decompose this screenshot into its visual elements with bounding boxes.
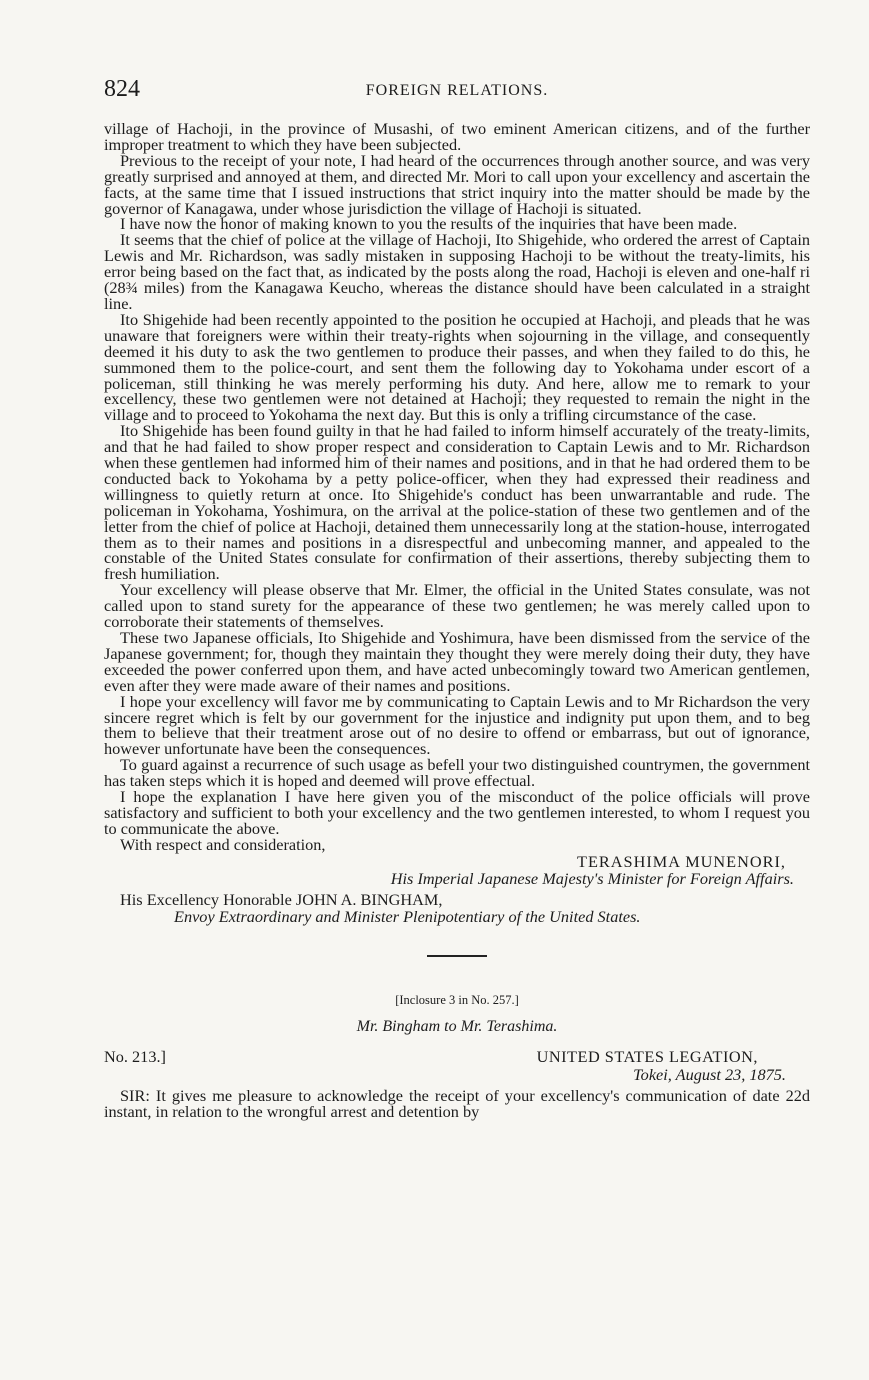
final-paragraph [104,1088,810,1120]
paragraph: To guard against a recurrence of such usage as befell your two distinguished countrymen, the government has taken steps which it is hoped and deemed will prove effectual. [104,755,810,791]
page-number: 824 [104,76,140,102]
paragraph: It seems that the chief of police at the village of Hachoji, Ito Shigehide, who ordered the arrest of Captain Lewis and Mr. Richardson, was sadly mistaken in supposing Hachoji to be without the treaty-limits, his error being based on the fact that, as indicated by the posts along the road, Hachoji is eleven and one-half ri (28¾ miles) from the Kanagawa Keucho, whereas the distance should have been calculated in a straight line. [104,230,810,313]
paragraph: I hope your excellency will favor me by communicating to Captain Lewis and to Mr Richardson the very sincere regret which is felt by our government for the injustice and indignity put upon them, and to beg them to believe that their treatment arose out of no desire to offend or embarrass, but out of ignorance, however unfortunate have been the consequences. [104,691,810,759]
addressee-line: His Excellency Honorable JOHN A. BINGHAM, [120,889,443,909]
letter-header-row [104,1046,810,1067]
paragraph: Ito Shigehide has been found guilty in that he had failed to inform himself accurately of the treaty-limits, and that he had failed to show proper respect and consideration to Captain Lewis and to Mr. Richardson when these gentlemen had informed him of their names and positions, and in that he had ordered them to be conducted back to Yokohama by a petty police-officer, when they had expressed their readiness and willingness to quietly return at once. Ito Shigehide's conduct has been unwarrantable and rude. The policeman in Yokohama, Yoshimura, on the arrival at the police-station of these two gentlemen and of the letter from the chief of police at Hachoji, detained them unnecessarily long at the station-house, interrogated them as to their names and positions in a disrespectful and unbecoming manner, and appealed to the constable of the United States consulate for confirmation of their assertions, thereby subjecting them to fresh humiliation. [104,421,810,584]
closing-line: With respect and consideration, [120,834,326,854]
date-line: Tokei, August 23, 1875. [633,1064,786,1084]
paragraph: These two Japanese officials, Ito Shigehide and Yoshimura, have been dismissed from the service of the Japanese government; for, though they maintain they thought they were merely doing their duty, they have exceeded the power conferred upon them, and have acted unbecomingly toward two American gentlemen, even after they were made aware of their names and positions. [104,628,810,695]
paragraph: Previous to the receipt of your note, I had heard of the occurrences through another source, and was very greatly surprised and annoyed at them, and directed Mr. Mori to call upon your excellency and ascertain the facts, at the same time that I issued instructions that strict inquiry into the matter should be made by the governor of Kanagawa, under whose jurisdiction the village of Hachoji is situated. [104,150,810,218]
paragraph: I have now the honor of making known to you the results of the inquiries that have been made. [120,214,738,234]
paragraph: I hope the explanation I have here given you of the misconduct of the police officials will prove satisfactory and sufficient to both your excellency and the two gentlemen interested, to whom I request you to communicate the above. [104,787,810,838]
inclosure-heading: [Inclosure 3 in No. 257.] [395,992,519,1007]
running-head: FOREIGN RELATIONS. [365,82,549,99]
signature-title: His Imperial Japanese Majesty's Minister for Foreign Affairs. [390,868,794,888]
letter-number: No. 213.] [104,1046,166,1066]
page-header [104,76,810,106]
legation-name: UNITED STATES LEGATION, [536,1046,758,1066]
final-paragraph-text: It gives me pleasure to acknowledge the receipt of your excellency's communication of date 22d instant, in relation to the wrongful arrest and detention by [104,1086,810,1122]
signature-block [104,853,810,925]
signature-name: TERASHIMA MUNENORI, [577,851,786,871]
paragraph: Ito Shigehide had been recently appointed to the position he occupied at Hachoji, and pleads that he was unaware that foreigners were within their treaty-rights when sojourning in the village, and consequently deemed it his duty to ask the two gentlemen to produce their passes, and when they failed to do this, he summoned them to the police-court, and sent them the following day to Yokohama under escort of a policeman, still thinking he was merely performing his duty. And here, allow me to remark to your excellency, these two gentlemen were not detained at Hachoji; they requested to remain the night in the village and to proceed to Yokohama the next day. But this is only a trifling circumstance of the case. [104,309,810,425]
paragraph: village of Hachoji, in the province of Musashi, of two eminent American citizens, and of the further improper treatment to which they have been subjected. [104,119,810,154]
salutation: SIR: [120,1086,150,1106]
letter-title: Mr. Bingham to Mr. Terashima. [356,1017,558,1035]
addressee-title: Envoy Extraordinary and Minister Plenipotentiary of the United States. [174,906,641,926]
paragraph: Your excellency will please observe that Mr. Elmer, the official in the United States consulate, was not called upon to stand surety for the appearance of these two gentlemen; he was merely called upon to corroborate their statements of themselves. [104,580,810,632]
body-text [104,121,810,1120]
